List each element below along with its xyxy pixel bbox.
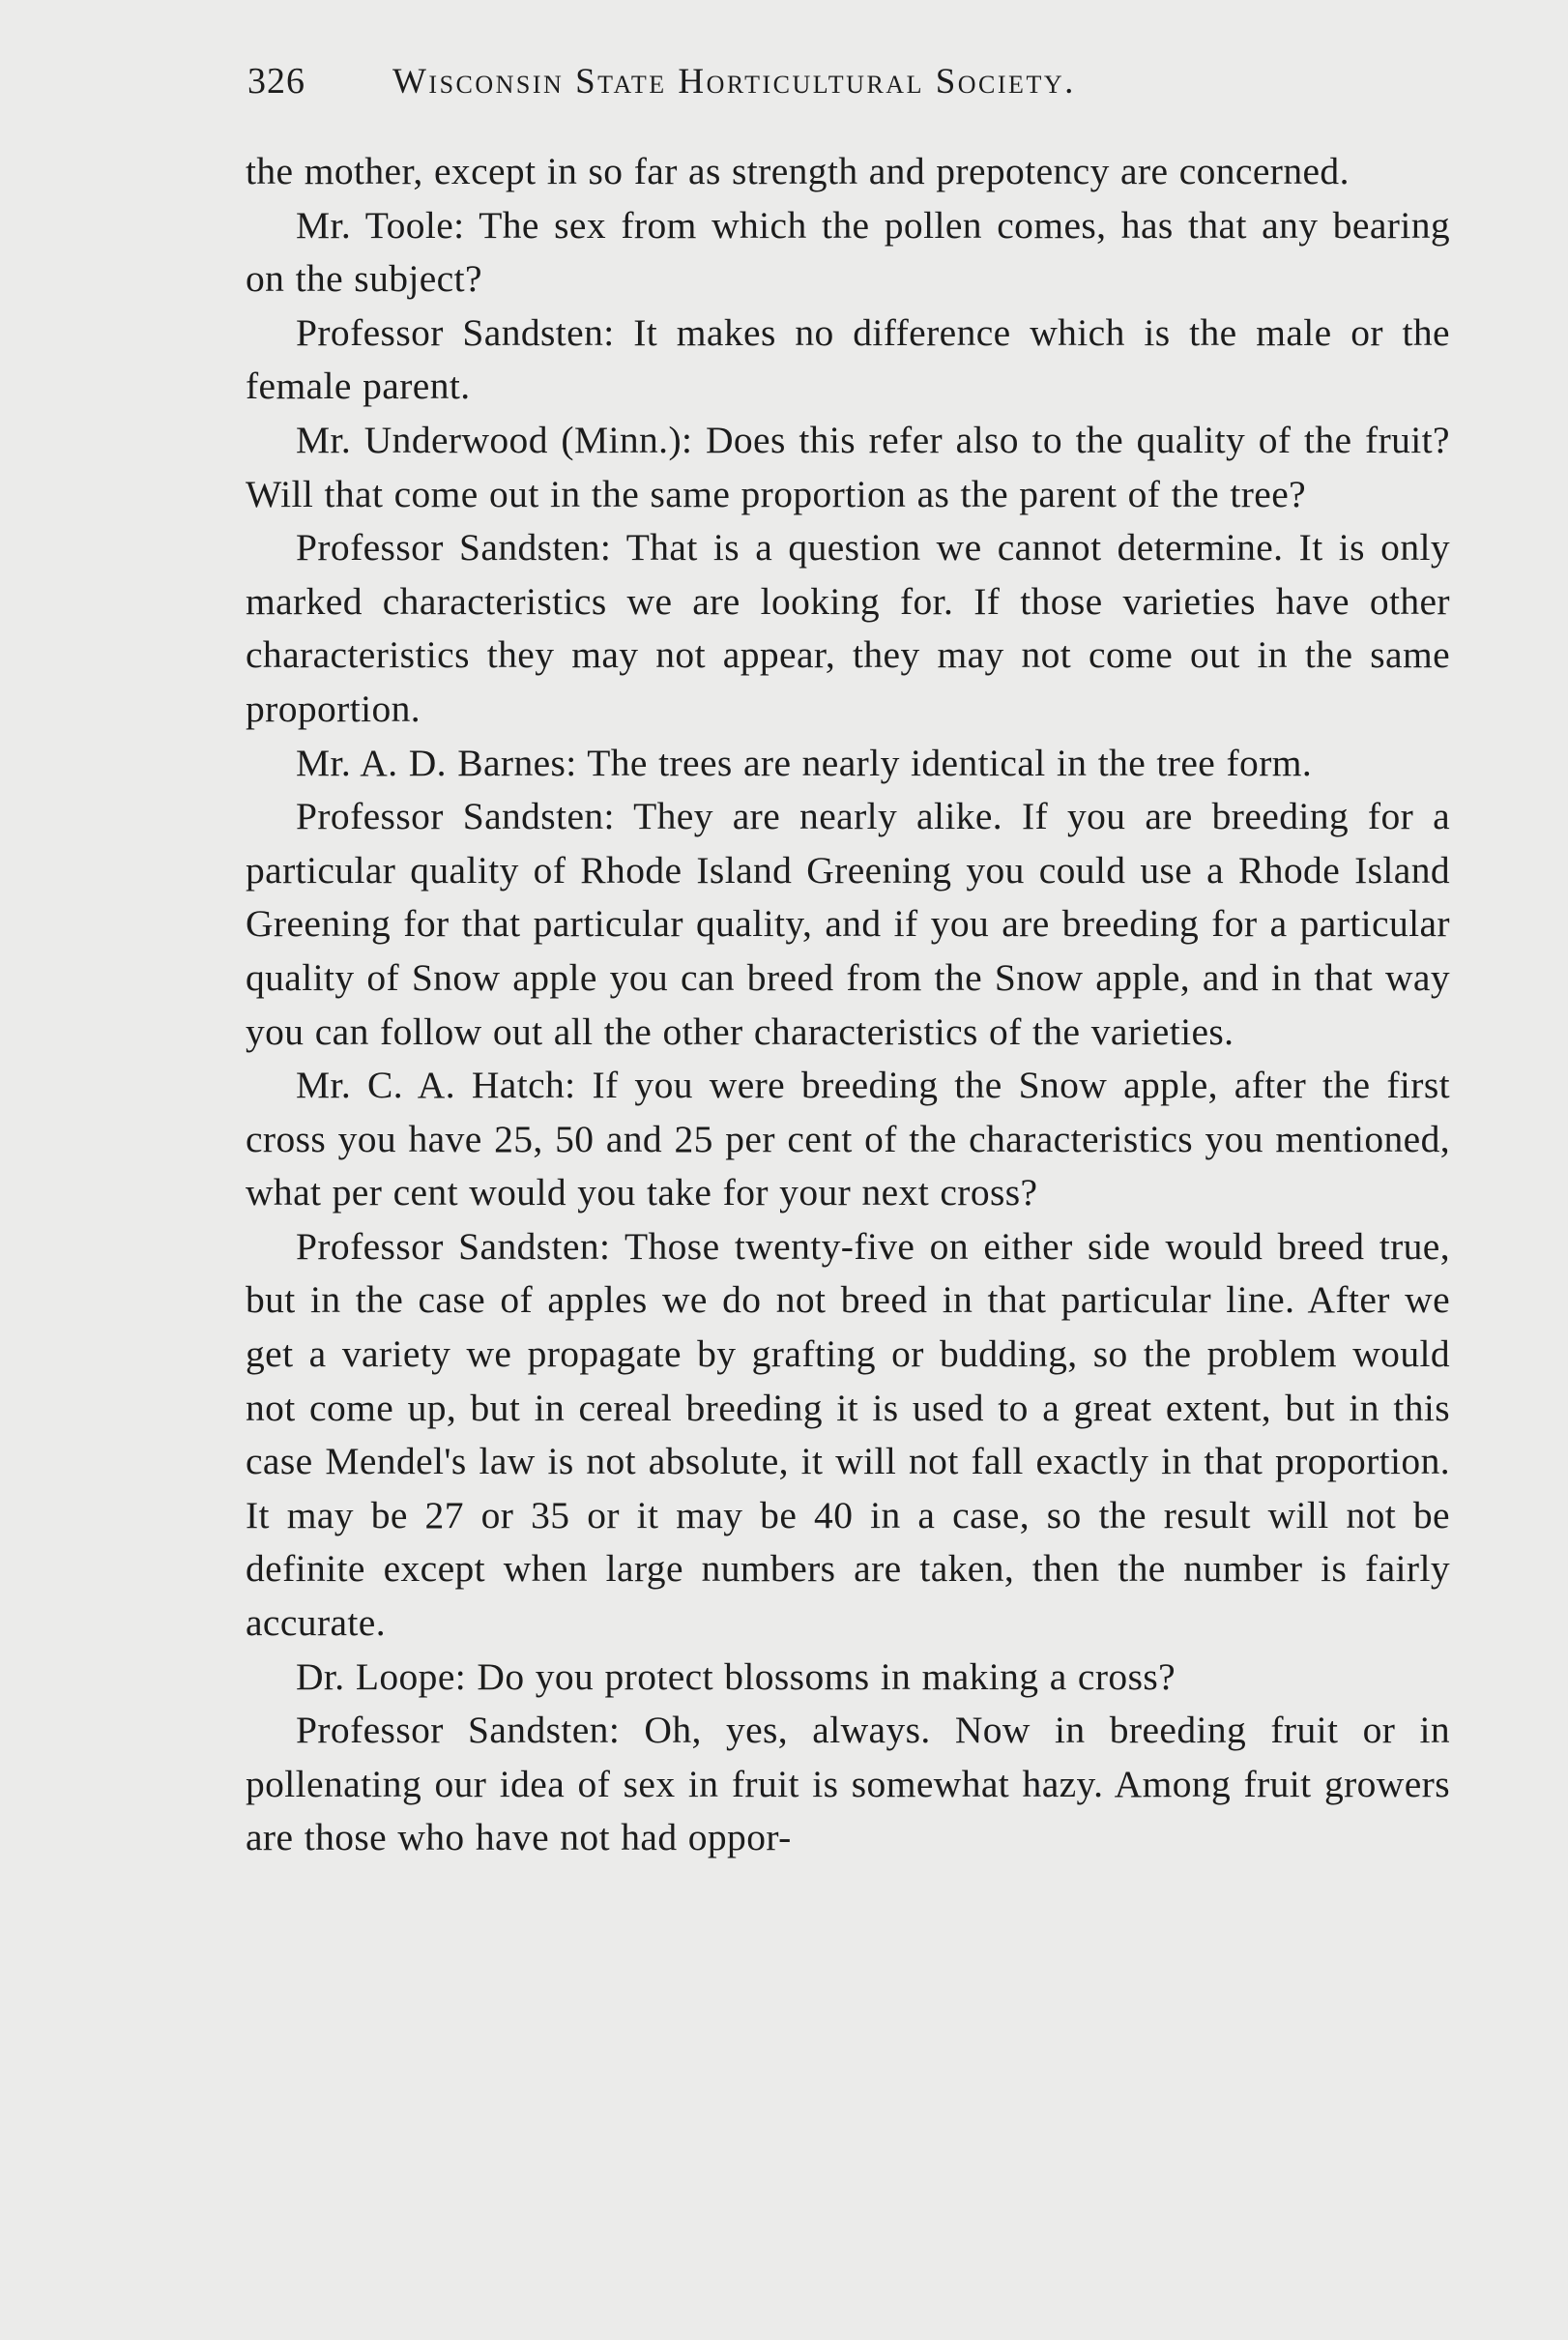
body-text: [246, 145, 1450, 1865]
paragraph: the mother, except in so far as strength and prepotency are concerned.: [246, 150, 1350, 192]
paragraph: Mr. Toole: The sex from which the pollen comes, has that any bearing on the subject?: [246, 203, 1450, 301]
paragraph: Professor Sandsten: Oh, yes, always. Now in breeding fruit or in pollenating our idea of sex in fruit is somewhat hazy. Among fruit growers are those who have not had oppor-: [246, 1709, 1450, 1859]
paragraph: Professor Sandsten: They are nearly alike. If you are breeding for a particular quality of Rhode Island Greening you could use a Rhode Island Greening for that particular quality, and if you are breeding for a particular quality of Snow apple you can breed from the Snow apple, and in that way you can follow out all the other characteristics of the varieties.: [246, 795, 1450, 1053]
paragraph: Professor Sandsten: It makes no difference which is the male or the female parent.: [246, 310, 1450, 408]
paragraph: Mr. C. A. Hatch: If you were breeding the Snow apple, after the first cross you have 25, 50 and 25 per cent of the characteristics you mentioned, what per cent would you take for your next cross?: [246, 1064, 1450, 1214]
paragraph: Mr. Underwood (Minn.): Does this refer also to the quality of the fruit? Will that come out in the same proportion as the parent of the tree?: [246, 418, 1450, 515]
paragraph: Dr. Loope: Do you protect blossoms in making a cross?: [296, 1654, 1176, 1698]
paragraph: Professor Sandsten: That is a question we cannot determine. It is only marked characteristics we are looking for. If those varieties have other characteristics they may not appear, they may not come out in the same proportion.: [246, 526, 1450, 730]
page-header: [247, 60, 1292, 118]
running-head: Wisconsin State Horticultural Society.: [392, 62, 1076, 102]
page-number: 326: [247, 61, 305, 102]
paragraph: Professor Sandsten: Those twenty-five on either side would breed true, but in the case of apples we do not breed in that particular line. After we get a variety we propagate by grafting or budding, so the problem would not come up, but in cereal breeding it is used to a great extent, but in this case Mendel's law is not absolute, it will not fall exactly in that proportion. It may be 27 or 35 or it may be 40 in a case, so the result will not be definite except when large numbers are taken, then the number is fairly accurate.: [246, 1224, 1450, 1645]
paragraph: Mr. A. D. Barnes: The trees are nearly identical in the tree form.: [296, 741, 1313, 784]
